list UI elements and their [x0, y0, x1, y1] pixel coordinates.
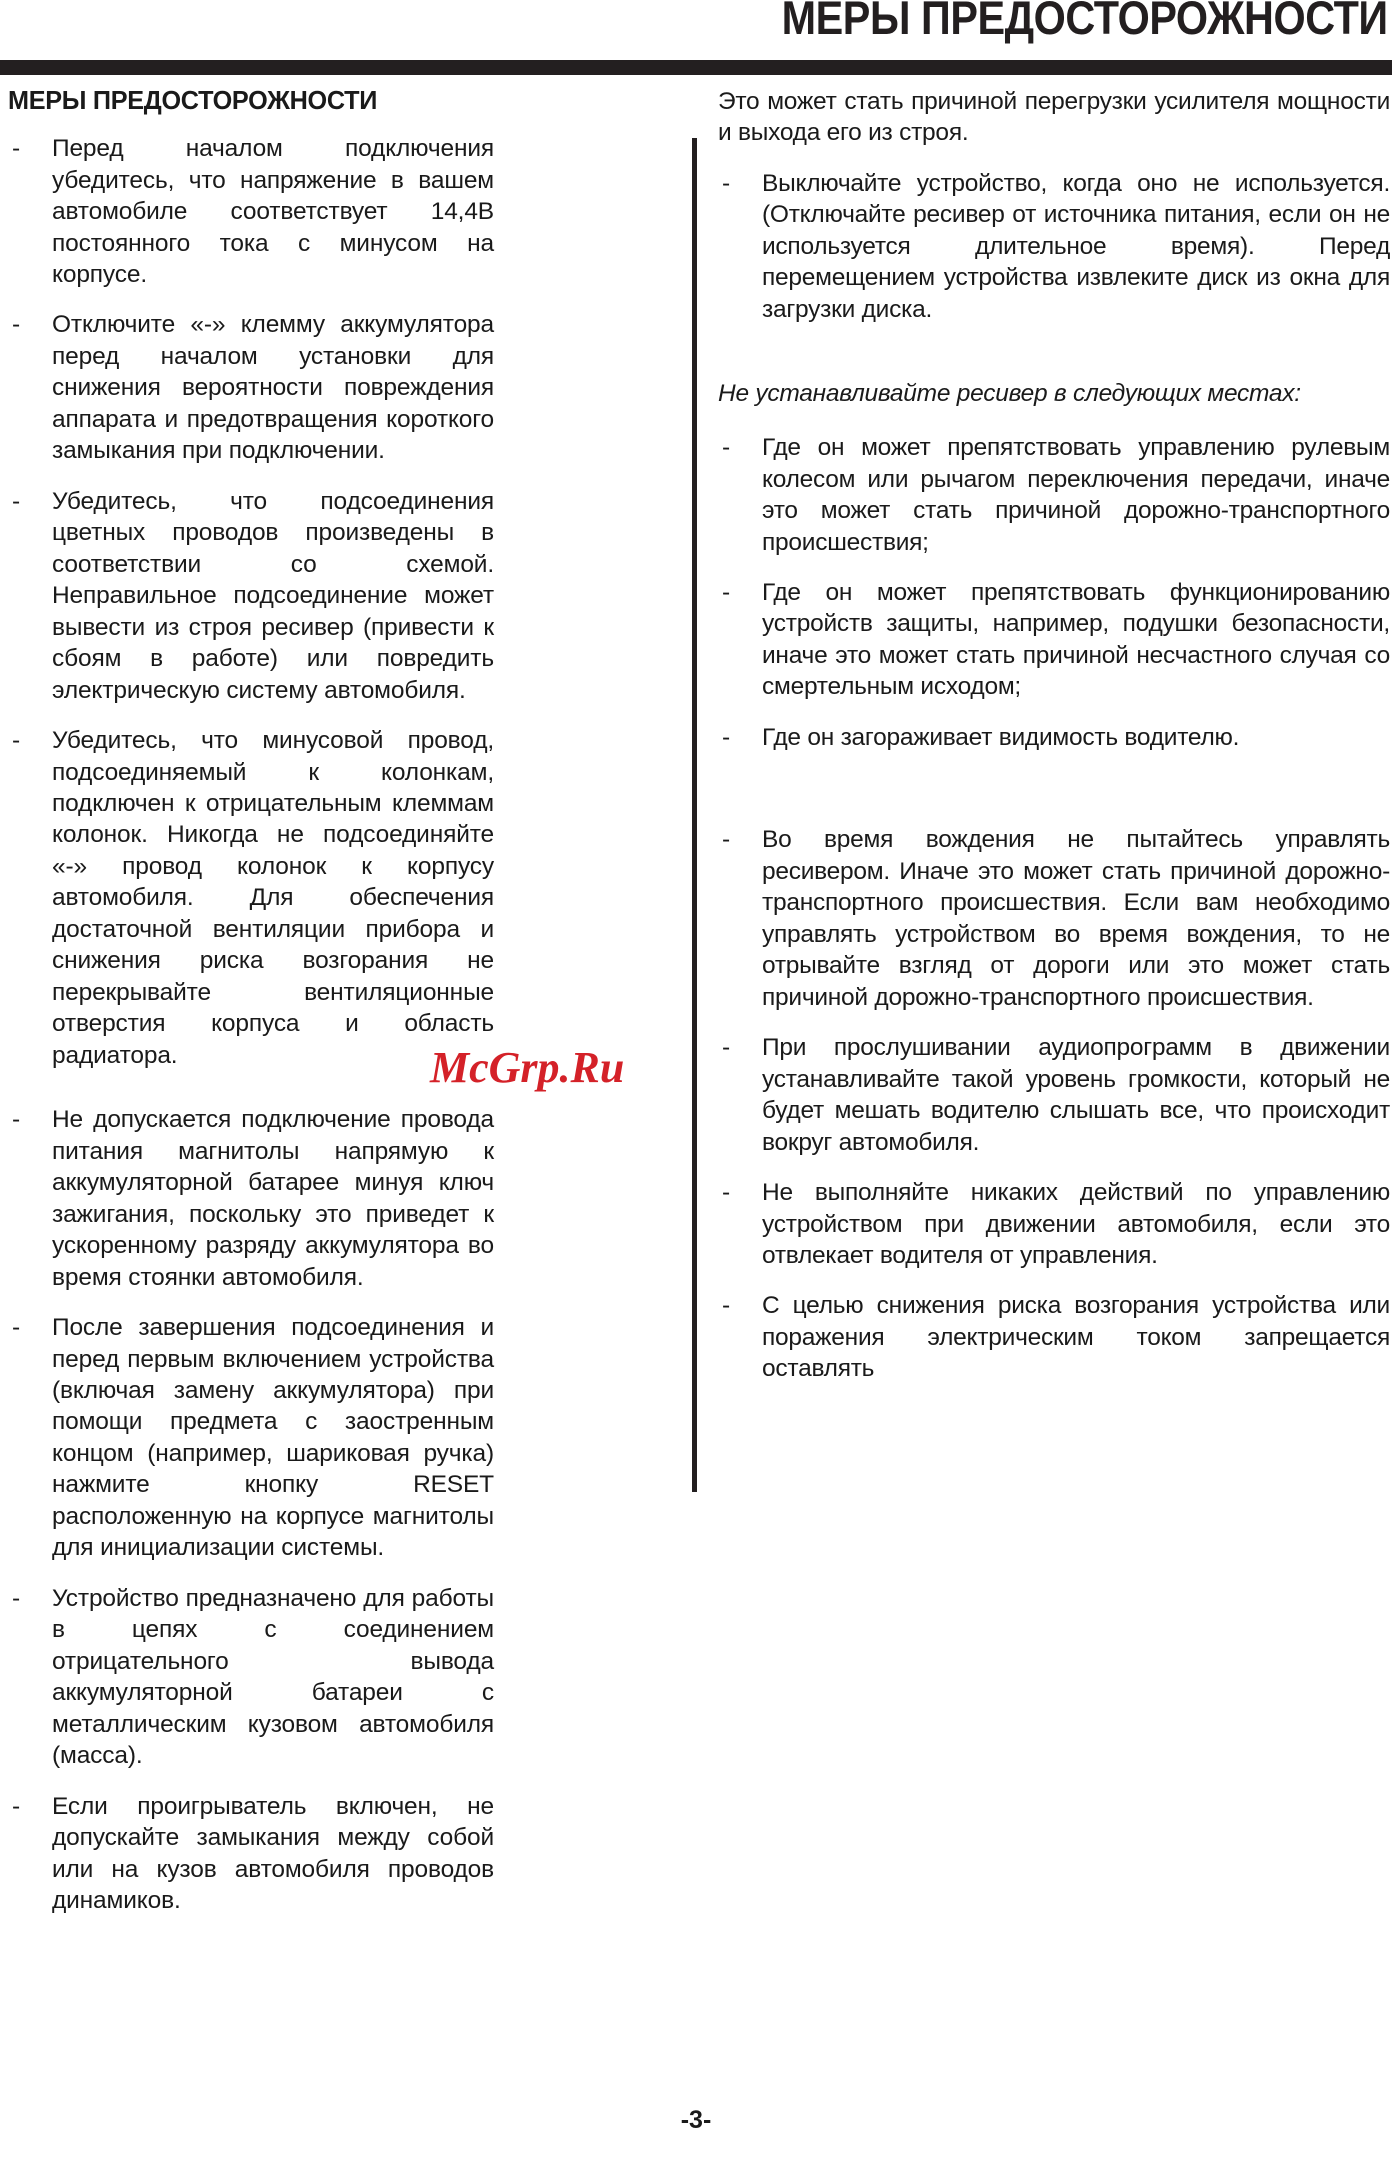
- block-spacer: [718, 344, 1390, 378]
- list-item: [8, 1791, 494, 1917]
- bullet-dash: -: [722, 1179, 730, 1207]
- list-item: [718, 824, 1390, 1013]
- list-item: [718, 722, 1390, 753]
- list-item: [8, 1312, 494, 1564]
- section-title: МЕРЫ ПРЕДОСТОРОЖНОСТИ: [8, 85, 378, 115]
- list-item-text: Убедитесь, что подсоединения цветных проводов произведены в соответствии со схемой. Неправильное подсоединение может вывести из строя ресивер (привести к сбоям в работе) или повредить электрическую систему автомобиля.: [52, 487, 494, 704]
- bullet-dash: -: [722, 169, 730, 197]
- bullet-dash: -: [12, 1314, 21, 1342]
- bullet-dash: -: [12, 727, 21, 755]
- list-item-text: После завершения подсоединения и перед первым включением устройства (включая замену аккумулятора) при помощи предмета с заостренным концом (например, шариковая ручка) нажмите кнопку RESET расположенную на корпусе магнитолы для инициализации системы.: [52, 1314, 494, 1562]
- bullet-dash: -: [722, 723, 730, 751]
- list-item-text: Отключите «-» клемму аккумулятора перед началом установки для снижения вероятности повреждения аппарата и предотвращения короткого замыкания при подключении.: [52, 311, 494, 465]
- bullet-dash: -: [722, 1034, 730, 1062]
- list-item-text: Перед началом подключения убедитесь, что напряжение в вашем автомобиле соответствует 14,4В постоянного тока с минусом на корпусе.: [52, 135, 494, 288]
- bullet-dash: -: [12, 311, 21, 339]
- list-item-text: Не допускается подключение провода питания магнитолы напрямую к аккумуляторной батарее минуя ключ зажигания, поскольку это приведет к ускоренному разряду аккумулятора во время стоянки автомобиля.: [52, 1106, 494, 1291]
- list-item: [8, 725, 494, 1071]
- bullet-dash: -: [12, 1106, 21, 1134]
- list-item: [8, 1583, 494, 1772]
- list-item-text: Во время вождения не пытайтесь управлять ресивером. Иначе это может стать причиной дорожно-транспортного происшествия. Если вам необходимо управлять устройством во время вождения, то не отрывайте взгляд от дороги или это может стать причиной дорожно-транспортного происшествия.: [762, 826, 1390, 1011]
- list-item-text: Не выполняйте никаких действий по управлению устройством при движении автомобиля, если это отвлекает водителя от управления.: [762, 1179, 1390, 1269]
- site-watermark: McGrp.Ru: [430, 1043, 625, 1092]
- bullet-dash: -: [722, 579, 730, 606]
- intro-paragraph-text: Это может стать причиной перегрузки усилителя мощности и выхода его из строя.: [718, 88, 1390, 147]
- page-title: МЕРЫ ПРЕДОСТОРОЖНОСТИ: [781, 0, 1388, 44]
- list-item-text: Если проигрыватель включен, не допускайте замыкания между собой или на кузов автомобиля проводов динамиков.: [52, 1792, 494, 1915]
- list-item-text: Где он может препятствовать управлению рулевым колесом или рычагом переключения передачи, иначе это может стать причиной дорожно-транспортного происшествия;: [762, 434, 1390, 556]
- block-spacer: [8, 1090, 494, 1104]
- block-spacer: [718, 772, 1390, 824]
- bullet-dash: -: [722, 1292, 730, 1320]
- list-item: [718, 1032, 1390, 1158]
- list-item: [718, 432, 1390, 558]
- bullet-dash: -: [12, 1584, 21, 1612]
- list-item: [8, 309, 494, 466]
- list-item: [8, 1104, 494, 1293]
- right-column: [718, 86, 1390, 1404]
- page-header: [0, 0, 1392, 72]
- list-item: [718, 168, 1390, 325]
- bullet-dash: -: [722, 434, 730, 462]
- list-item-text: Выключайте устройство, когда оно не используется. (Отключайте ресивер от источника питания, если он не используется длительное время). Перед перемещением устройства извлеките диск из окна для загрузки диска.: [762, 169, 1390, 323]
- column-divider-line: [692, 138, 697, 1492]
- bullet-dash: -: [12, 135, 21, 163]
- list-item-text: При прослушивании аудиопрограмм в движении устанавливайте такой уровень громкости, который не будет мешать водителю слышать все, что происходит вокруг автомобиля.: [762, 1034, 1390, 1156]
- list-item-text: Убедитесь, что минусовой провод, подсоединяемый к колонкам, подключен к отрицательным клеммам колонок. Никогда не подсоединяйте «-» провод колонок к корпусу автомобиля. Для обеспечения достаточной вентиляции прибора и снижения риска возгорания не перекрывайте вентиляционные отверстия корпуса и область радиатора.: [52, 727, 494, 1069]
- header-divider-rule: [0, 60, 1392, 75]
- list-item: [718, 1290, 1390, 1384]
- two-column-body: [0, 86, 1392, 2076]
- list-item: [8, 133, 494, 290]
- list-item-text: Где он загораживает видимость водителю.: [762, 723, 1240, 751]
- page-number: -3-: [680, 2106, 712, 2134]
- list-item: [8, 486, 494, 706]
- bullet-dash: -: [722, 826, 730, 854]
- list-item-text: Где он может препятствовать функционированию устройств защиты, например, подушки безопасности, иначе это может стать причиной несчастного случая со смертельным исходом;: [762, 579, 1390, 701]
- list-item: [718, 1177, 1390, 1271]
- left-column: [8, 86, 494, 1935]
- bullet-dash: -: [12, 487, 21, 515]
- bullet-dash: -: [12, 1792, 21, 1820]
- list-item-text: С целью снижения риска возгорания устройства или поражения электрическим током запрещается оставлять: [762, 1292, 1390, 1383]
- list-item-text: Устройство предназначено для работы в цепях с соединением отрицательного вывода аккумуляторной батареи с металлическим кузовом автомобиля (масса).: [52, 1584, 494, 1770]
- subsection-heading: Не устанавливайте ресивер в следующих местах:: [718, 380, 1301, 408]
- list-item: [718, 577, 1390, 703]
- intro-paragraph: [718, 86, 1390, 149]
